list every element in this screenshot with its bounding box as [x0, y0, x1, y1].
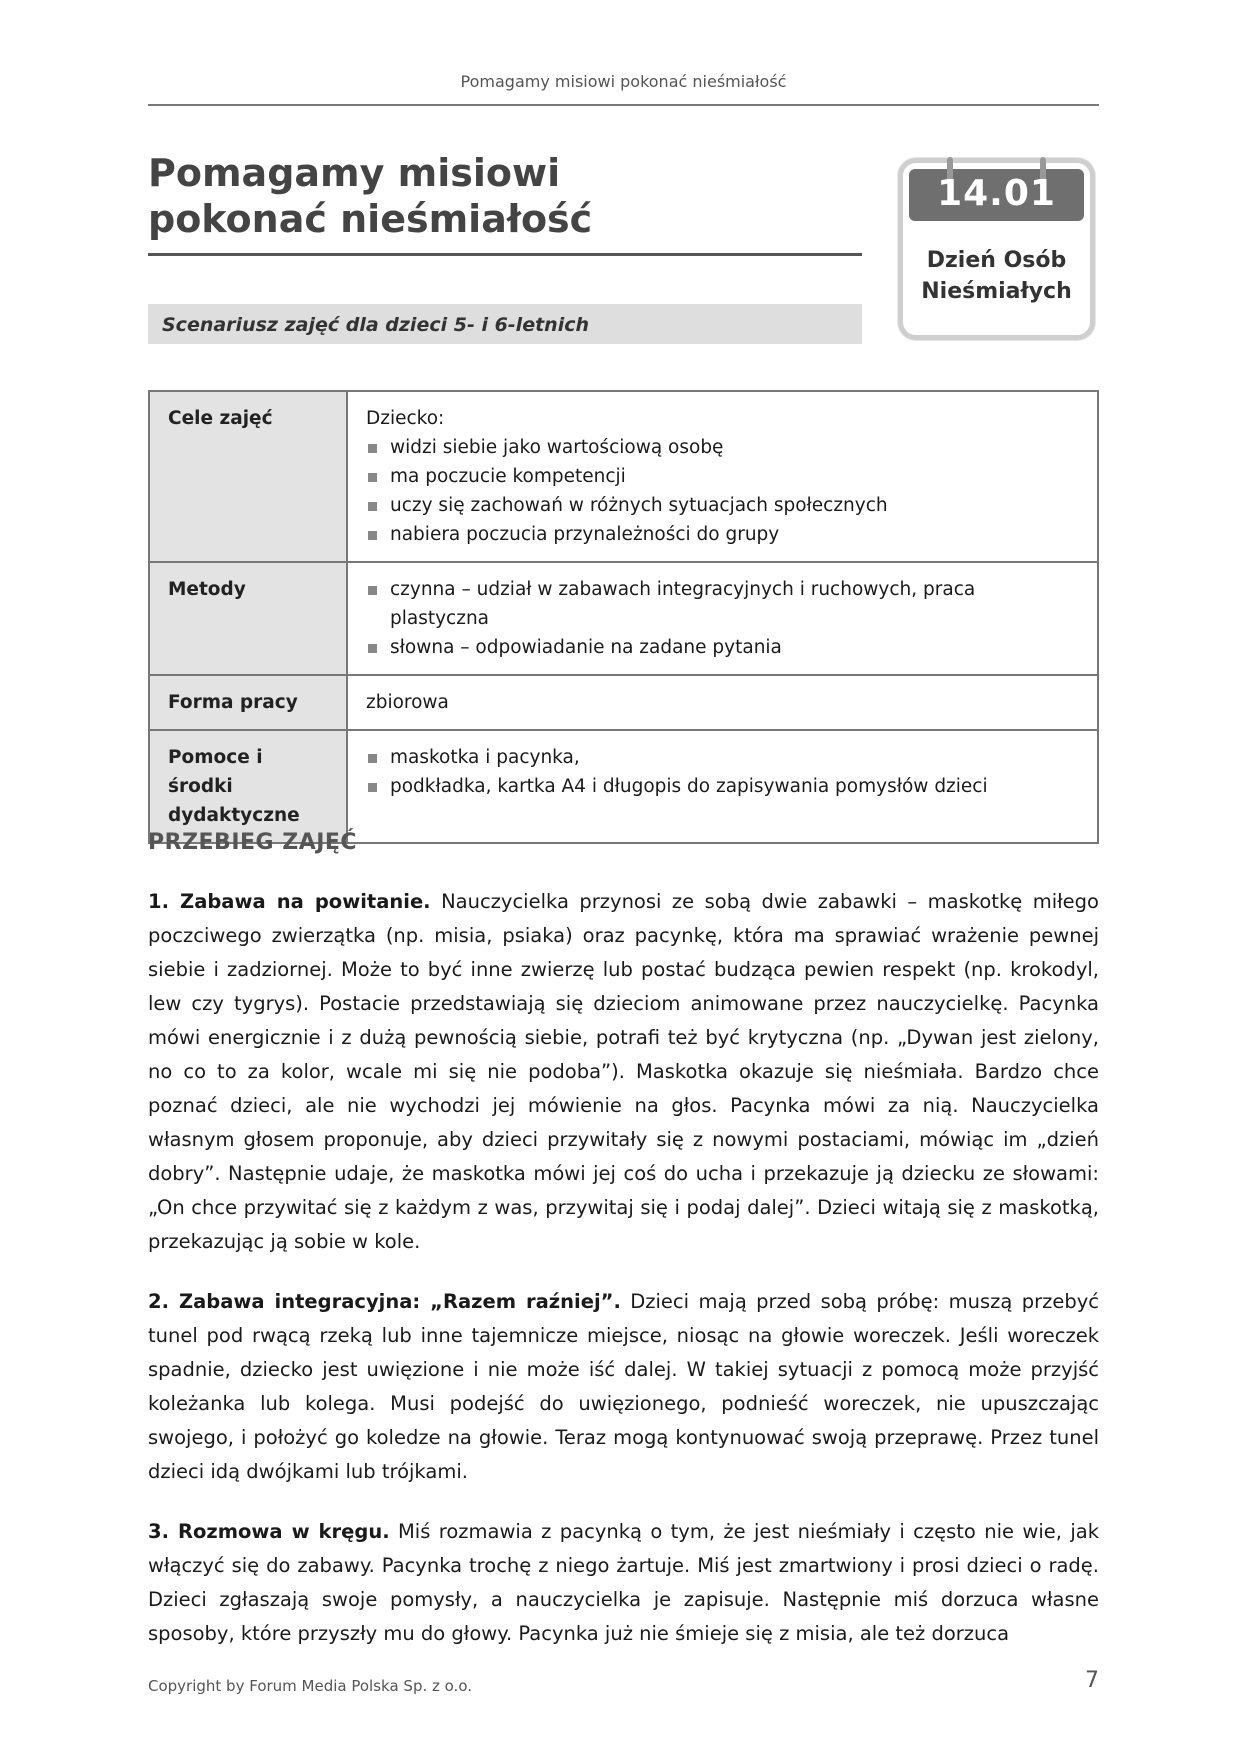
table-row-work-form	[149, 675, 1098, 730]
aids-content	[347, 730, 1098, 843]
methods-list	[366, 575, 1079, 662]
page-title	[148, 150, 848, 242]
goals-content	[347, 391, 1098, 562]
paragraph-lead: 2. Zabawa integracyjna: „Razem raźniej”.	[148, 1290, 621, 1313]
calendar-label	[903, 245, 1090, 307]
page-title-line2: pokonać nieśmiałość	[148, 197, 593, 241]
goals-list	[366, 433, 1079, 549]
methods-label: Metody	[149, 562, 347, 675]
list-item: widzi siebie jako wartościową osobę	[366, 433, 1079, 462]
calendar-date: 14.01	[937, 173, 1056, 214]
info-table	[148, 390, 1099, 844]
goals-label: Cele zajęć	[149, 391, 347, 562]
table-row-methods	[149, 562, 1098, 675]
list-item: czynna – udział w zabawach integracyjnych i ruchowych, praca plastyczna	[366, 575, 1079, 633]
list-item: uczy się zachowań w różnych sytuacjach społecznych	[366, 491, 1079, 520]
page-number: 7	[1085, 1668, 1099, 1693]
paragraph	[148, 1515, 1099, 1651]
list-item: nabiera poczucia przynależności do grupy	[366, 520, 1079, 549]
subtitle: Scenariusz zajęć dla dzieci 5- i 6-letnich	[162, 314, 589, 336]
title-divider	[148, 253, 862, 256]
work-form-value: zbiorowa	[347, 675, 1098, 730]
section-heading: PRZEBIEG ZAJĘĆ	[148, 830, 358, 855]
goals-intro: Dziecko:	[366, 408, 445, 429]
list-item: słowna – odpowiadanie na zadane pytania	[366, 633, 1079, 662]
paragraph-lead: 3. Rozmowa w kręgu.	[148, 1520, 390, 1543]
paragraph	[148, 885, 1099, 1259]
calendar-label-line1: Dzień Osób	[926, 248, 1067, 273]
list-item: maskotka i pacynka,	[366, 743, 1079, 772]
work-form-label: Forma pracy	[149, 675, 347, 730]
paragraph-text: Dzieci mają przed sobą próbę: muszą przebyć tunel pod rwącą rzeką lub inne tajemnicze miejsce, niosąc na głowie woreczek. Jeśli woreczek spadnie, dziecko jest uwięzione i nie może iść dalej. W takiej sytuacji z pomocą może przyjść koleżanka lub kolega. Musi podejść do uwięzionego, podnieść woreczek, nie upuszczając swojego, i położyć go koledze na głowie. Teraz mogą kontynuować swoją przeprawę. Przez tunel dzieci idą dwójkami lub trójkami.	[148, 1290, 1099, 1483]
list-item: podkładka, kartka A4 i długopis do zapisywania pomysłów dzieci	[366, 772, 1079, 801]
methods-content	[347, 562, 1098, 675]
aids-label-line1: Pomoce i środki	[168, 747, 263, 797]
list-item: ma poczucie kompetencji	[366, 462, 1079, 491]
calendar-header	[909, 169, 1084, 221]
footer-copyright: Copyright by Forum Media Polska Sp. z o.o.	[148, 1677, 473, 1695]
calendar-badge	[898, 158, 1095, 340]
page-title-line1: Pomagamy misiowi	[148, 151, 561, 195]
aids-label	[149, 730, 347, 843]
lesson-body	[148, 885, 1099, 1677]
paragraph-lead: 1. Zabawa na powitanie.	[148, 890, 431, 913]
table-row-aids	[149, 730, 1098, 843]
header-divider	[148, 104, 1099, 106]
paragraph	[148, 1285, 1099, 1489]
aids-list	[366, 743, 1079, 801]
paragraph-text: Nauczycielka przynosi ze sobą dwie zabawki – maskotkę miłego poczciwego zwierzątka (np. misia, psiaka) oraz pacynkę, która ma sprawiać wrażenie pewnej siebie i zadziornej. Może to być inne zwierzę lub postać budząca pewien respekt (np. krokodyl, lew czy tygrys). Postacie przedstawiają się dzieciom animowane przez nauczycielkę. Pacynka mówi energicznie i z dużą pewnością siebie, potrafi też być krytyczna (np. „Dywan jest zielony, no co to za kolor, wcale mi się nie podoba”). Maskotka okazuje się nieśmiała. Bardzo chce poznać dzieci, ale nie wychodzi jej mówienie na głos. Pacynka mówi za nią. Nauczycielka własnym głosem proponuje, aby dzieci przywitały się z nowymi postaciami, mówiąc im „dzień dobry”. Następnie udaje, że maskotka mówi jej coś do ucha i przekazuje ją dziecku ze słowami: „On chce przywitać się z każdym z was, przywitaj się i podaj dalej”. Dzieci witają się z maskotką, przekazując ją sobie w kole.	[148, 890, 1099, 1253]
table-row-goals	[149, 391, 1098, 562]
calendar-label-line2: Nieśmiałych	[921, 279, 1072, 304]
running-header: Pomagamy misiowi pokonać nieśmiałość	[460, 72, 787, 91]
paragraph-text: Miś rozmawia z pacynką o tym, że jest nieśmiały i często nie wie, jak włączyć się do zabawy. Pacynka trochę z niego żartuje. Miś jest zmartwiony i prosi dzieci o radę. Dzieci zgłaszają swoje pomysły, a nauczycielka je zapisuje. Następnie miś dorzuca własne sposoby, które przyszły mu do głowy. Pacynka już nie śmieje się z misia, ale też dorzuca	[148, 1520, 1099, 1645]
aids-label-line2: dydaktyczne	[168, 805, 300, 826]
